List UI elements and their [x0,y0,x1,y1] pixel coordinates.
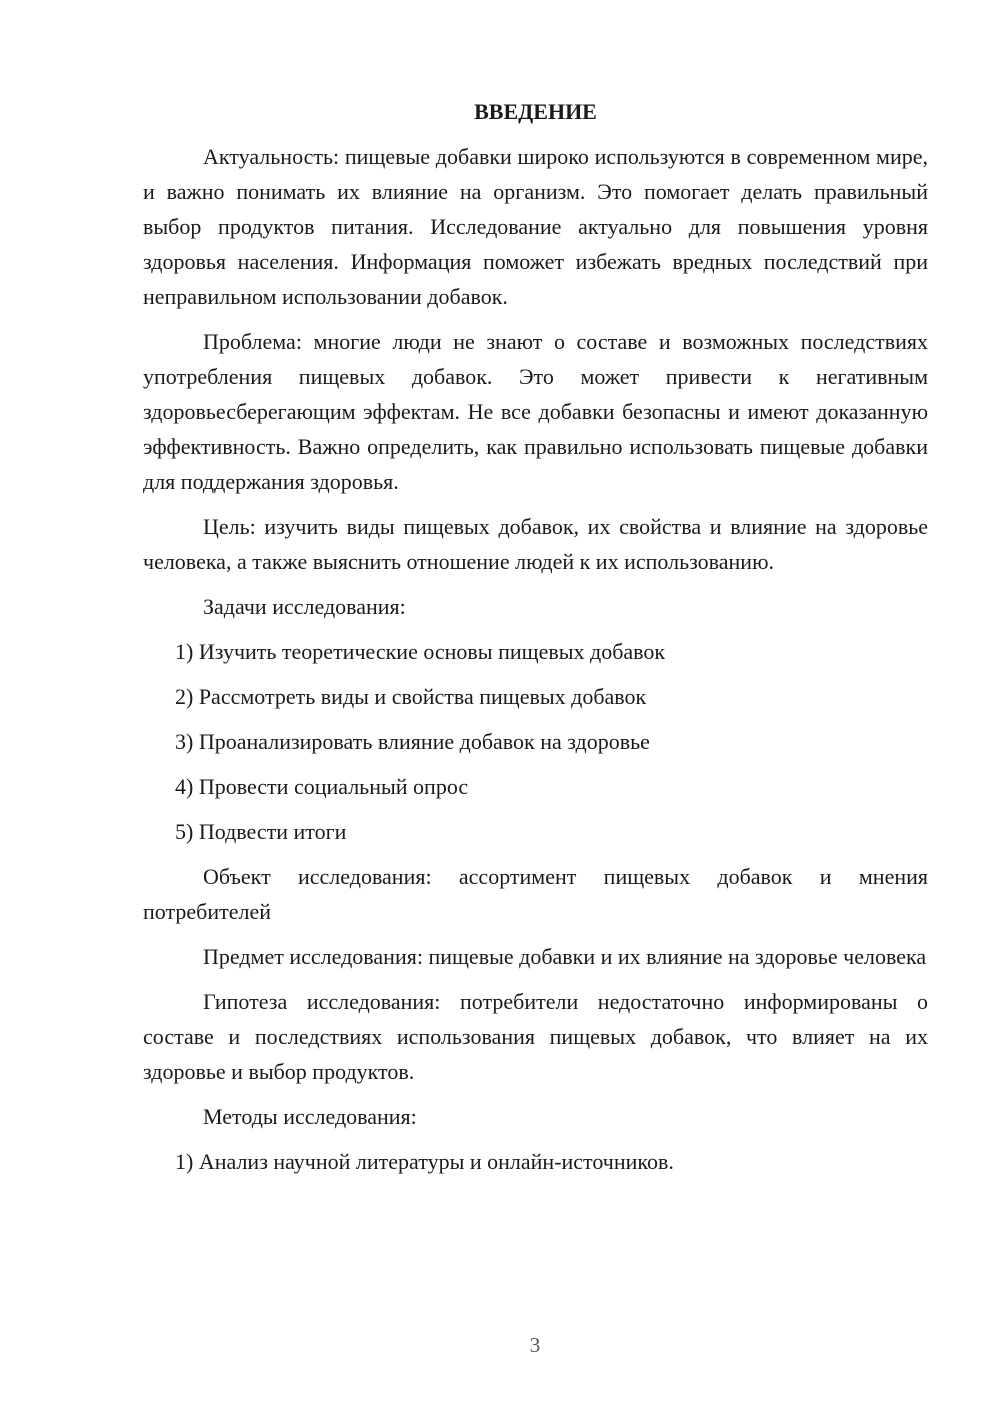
page-content [143,94,928,1189]
methods-heading: Методы исследования: [203,1104,417,1129]
page-title: ВВЕДЕНИЕ [474,99,597,124]
relevance-paragraph: Актуальность: пищевые добавки широко используются в современном мире, и важно понимать их влияние на организм. Это помогает делать правильный выбор продуктов питания. Исследование актуально для повышения уровня здоровья населения. Информация поможет избежать вредных последствий при неправильном использовании добавок. [143,144,928,309]
hypothesis-paragraph: Гипотеза исследования: потребители недостаточно информированы о составе и последствиях использования пищевых добавок, что влияет на их здоровье и выбор продуктов. [143,989,928,1084]
task-item-2: 2) Рассмотреть виды и свойства пищевых добавок [175,684,647,709]
task-item-1: 1) Изучить теоретические основы пищевых добавок [175,639,666,664]
task-item-5: 5) Подвести итоги [175,819,347,844]
tasks-heading: Задачи исследования: [203,594,406,619]
object-paragraph: Объект исследования: ассортимент пищевых добавок и мнения потребителей [143,864,928,924]
subject-paragraph: Предмет исследования: пищевые добавки и их влияние на здоровье человека [203,944,927,969]
task-item-3: 3) Проанализировать влияние добавок на здоровье [175,729,650,754]
task-item-4: 4) Провести социальный опрос [175,774,469,799]
problem-paragraph: Проблема: многие люди не знают о составе и возможных последствиях употребления пищевых добавок. Это может привести к негативным здоровьесберегающим эффектам. Не все добавки безопасны и имеют доказанную эффективность. Важно определить, как правильно использовать пищевые добавки для поддержания здоровья. [143,329,928,494]
goal-paragraph: Цель: изучить виды пищевых добавок, их свойства и влияние на здоровье человека, а также выяснить отношение людей к их использованию. [143,514,928,574]
method-item-1: 1) Анализ научной литературы и онлайн-источников. [175,1149,674,1174]
page-number: 3 [529,1333,541,1357]
